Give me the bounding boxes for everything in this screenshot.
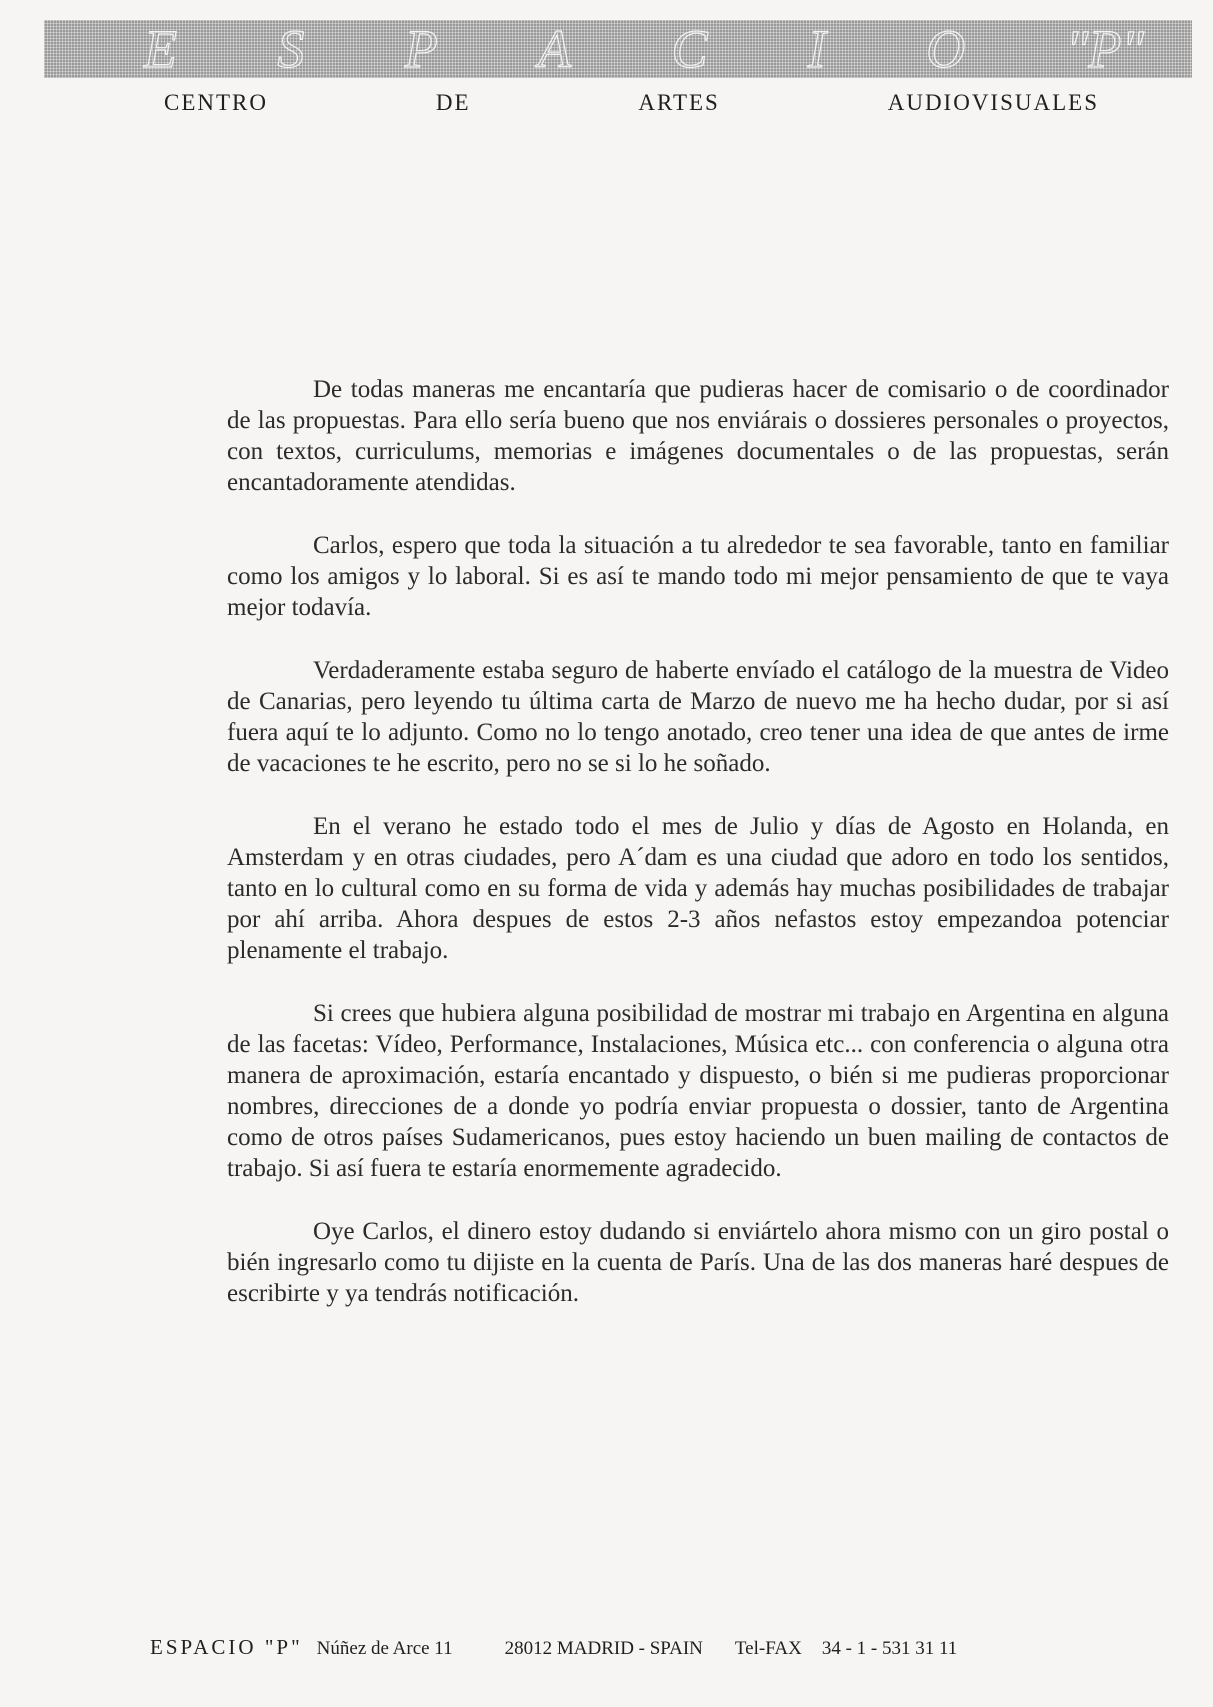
subtitle-word: DE [435,90,471,115]
logo-letter: E [144,20,177,78]
logo-letter: P [404,20,438,78]
paragraph: Si crees que hubiera alguna posibilidad de mostrar mi trabajo en Argentina en alguna de las facetas: Vídeo, Performance, Instalaciones, Música etc... con conferencia o alguna otra manera de aproximación, estaría encantado y dispuesto, o bién si me pudieras proporcionar nombres, direcciones de a donde yo podría enviar propuesta o dossier, tanto de Argentina como de otros países Sudamericanos, pues estoy haciendo un buen mailing de contactos de trabajo. Si así fuera te estaría enormemente agradecido. [227,1000,1169,1182]
logo-letter: O [926,20,966,78]
letterhead-band [44,20,1192,78]
letterhead-subtitle [164,90,1099,116]
footer-city: 28012 MADRID - SPAIN [504,1638,703,1659]
letter-body [227,374,1169,1341]
logo-letter: C [671,20,708,78]
logo-letter: A [538,20,572,78]
footer-address: Núñez de Arce 11 [316,1638,453,1659]
footer-name: ESPACIO "P" [150,1635,303,1659]
footer-phone-label: Tel-FAX [734,1638,802,1659]
paragraph: En el verano he estado todo el mes de Julio y días de Agosto en Holanda, en Amsterdam y en otras ciudades, pero A´dam es una ciudad que adoro en todo los sentidos, tanto en lo cultural como en su forma de vida y además hay muchas posibilidades de trabajar por ahí arriba. Ahora despues de estos 2-3 años nefastos estoy empezandoa potenciar plenamente el trabajo. [227,813,1169,964]
subtitle-word: CENTRO [164,90,268,115]
paragraph: De todas maneras me encantaría que pudieras hacer de comisario o de coordinador de las propuestas. Para ello sería bueno que nos enviárais o dossieres personales o proyectos, con textos, curriculums, memorias e imágenes documentales o de las propuestas, serán encantadoramente atendidas. [227,376,1169,496]
logo-letter: S [277,20,305,78]
logo-letter: "P" [1065,20,1144,78]
logo-letter: I [807,20,826,78]
paragraph: Verdaderamente estaba seguro de haberte envíado el catálogo de la muestra de Video de Canarias, pero leyendo tu última carta de Marzo de nuevo me ha hecho dudar, por si así fuera aquí te lo adjunto. Como no lo tengo anotado, creo tener una idea de que antes de irme de vacaciones te he escrito, pero no se si lo he soñado. [227,657,1169,777]
subtitle-word: AUDIOVISUALES [887,90,1099,115]
paragraph: Oye Carlos, el dinero estoy dudando si enviártelo ahora mismo con un giro postal o bién ingresarlo como tu dijiste en la cuenta de París. Una de las dos maneras haré despues de escribirte y ya tendrás notificación. [227,1218,1169,1307]
subtitle-word: ARTES [638,90,720,115]
paragraph: Carlos, espero que toda la situación a tu alrededor te sea favorable, tanto en familiar como los amigos y lo laboral. Si es así te mando todo mi mejor pensamiento de que te vaya mejor todavía. [227,532,1169,621]
letterhead-logo [144,20,1144,78]
footer-phone: 34 - 1 - 531 31 11 [821,1638,958,1659]
footer [150,1635,1100,1663]
